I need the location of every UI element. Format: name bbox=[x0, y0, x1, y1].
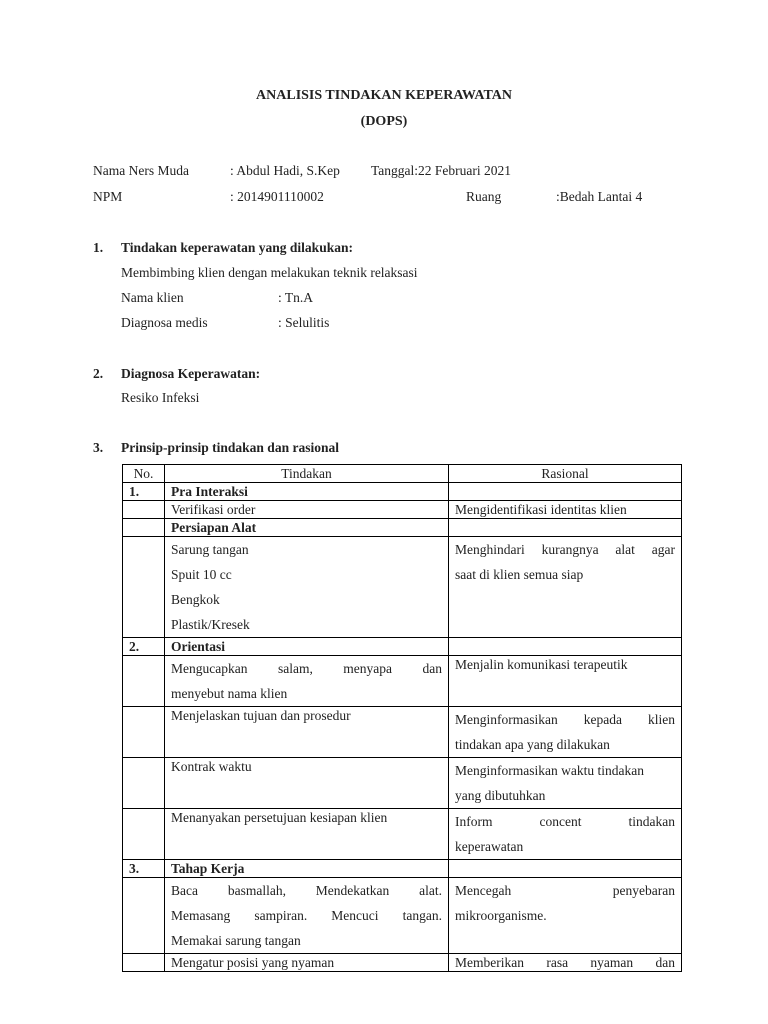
npm-label: NPM bbox=[93, 189, 123, 204]
tindakan-cell: Menjelaskan tujuan dan prosedur bbox=[165, 707, 449, 758]
rasional-cell bbox=[449, 878, 682, 954]
section3-heading: Prinsip-prinsip tindakan dan rasional bbox=[121, 440, 339, 455]
alat-item: Sarung tangan bbox=[171, 542, 249, 557]
row-number: 1. bbox=[123, 483, 165, 501]
section1-heading: Tindakan keperawatan yang dilakukan: bbox=[121, 240, 353, 255]
tindakan-cell: Menanyakan persetujuan kesiapan klien bbox=[165, 809, 449, 860]
empty-cell bbox=[123, 954, 165, 972]
tindakan-cell bbox=[165, 878, 449, 954]
empty-cell bbox=[123, 758, 165, 809]
section2-number: 2. bbox=[93, 366, 104, 381]
rasional-line: Menginformasikan kepada klien bbox=[455, 712, 675, 727]
rasional-line: saat di klien semua siap bbox=[455, 567, 584, 582]
document-title: ANALISIS TINDAKAN KEPERAWATAN bbox=[256, 88, 512, 103]
ruang-value: :Bedah Lantai 4 bbox=[556, 189, 643, 204]
header-tindakan: Tindakan bbox=[165, 465, 449, 483]
empty-cell bbox=[123, 656, 165, 707]
tindakan-cell bbox=[165, 656, 449, 707]
section2-heading: Diagnosa Keperawatan: bbox=[121, 366, 261, 381]
empty-cell bbox=[123, 519, 165, 537]
table-row bbox=[123, 809, 682, 860]
rasional-cell bbox=[449, 954, 682, 972]
rasional-cell bbox=[449, 707, 682, 758]
rasional-cell bbox=[449, 537, 682, 638]
section-title: Orientasi bbox=[165, 638, 449, 656]
rasional-line: Mencegah penyebaran bbox=[455, 883, 675, 898]
table-row bbox=[123, 519, 682, 537]
tanggal: Tanggal:22 Februari 2021 bbox=[371, 163, 512, 178]
empty-cell bbox=[449, 638, 682, 656]
alat-item: Spuit 10 cc bbox=[171, 567, 232, 582]
rasional-line: Menginformasikan waktu tindakan bbox=[455, 763, 644, 778]
table-row bbox=[123, 537, 682, 638]
rasional-cell bbox=[449, 758, 682, 809]
table-row bbox=[123, 483, 682, 501]
empty-cell bbox=[449, 483, 682, 501]
empty-cell bbox=[449, 860, 682, 878]
alat-item: Bengkok bbox=[171, 592, 220, 607]
empty-cell bbox=[123, 809, 165, 860]
nama-value: : Abdul Hadi, S.Kep bbox=[230, 163, 340, 178]
table-row bbox=[123, 860, 682, 878]
klien-label: Nama klien bbox=[121, 290, 184, 305]
klien-value: : Tn.A bbox=[278, 290, 314, 305]
table-row bbox=[123, 656, 682, 707]
table-header-row bbox=[123, 465, 682, 483]
npm-value: : 2014901110002 bbox=[230, 189, 324, 204]
section2-text: Resiko Infeksi bbox=[121, 390, 200, 405]
document-subtitle: (DOPS) bbox=[360, 114, 408, 129]
section1-number: 1. bbox=[93, 240, 104, 255]
tindakan-line: Mengucapkan salam, menyapa dan bbox=[171, 661, 442, 676]
tindakan-cell: Kontrak waktu bbox=[165, 758, 449, 809]
rasional-line: mikroorganisme. bbox=[455, 908, 547, 923]
rasional-line: keperawatan bbox=[455, 839, 524, 854]
empty-cell bbox=[123, 878, 165, 954]
tindakan-cell: Verifikasi order bbox=[165, 501, 449, 519]
ruang-label: Ruang bbox=[466, 189, 502, 204]
table-row bbox=[123, 501, 682, 519]
table-row bbox=[123, 758, 682, 809]
header-no: No. bbox=[123, 465, 165, 483]
rasional-line: yang dibutuhkan bbox=[455, 788, 546, 803]
tindakan-cell bbox=[165, 537, 449, 638]
tindakan-cell: Mengatur posisi yang nyaman bbox=[165, 954, 449, 972]
empty-cell bbox=[123, 707, 165, 758]
table-row bbox=[123, 954, 682, 972]
empty-cell bbox=[123, 501, 165, 519]
diagnosa-value: : Selulitis bbox=[278, 315, 330, 330]
tindakan-line: Baca basmallah, Mendekatkan alat. bbox=[171, 883, 442, 898]
rasional-line: Inform concent tindakan bbox=[455, 814, 675, 829]
section-title: Pra Interaksi bbox=[165, 483, 449, 501]
section-title: Persiapan Alat bbox=[165, 519, 449, 537]
table-row bbox=[123, 878, 682, 954]
row-number: 3. bbox=[123, 860, 165, 878]
header-rasional: Rasional bbox=[449, 465, 682, 483]
section3-number: 3. bbox=[93, 440, 104, 455]
diagnosa-label: Diagnosa medis bbox=[121, 315, 208, 330]
table-row bbox=[123, 638, 682, 656]
row-number: 2. bbox=[123, 638, 165, 656]
nama-label: Nama Ners Muda bbox=[93, 163, 189, 178]
rasional-line: Menghindari kurangnya alat agar bbox=[455, 542, 675, 557]
section1-text: Membimbing klien dengan melakukan teknik relaksasi bbox=[121, 265, 418, 280]
section-title: Tahap Kerja bbox=[165, 860, 449, 878]
rasional-line: tindakan apa yang dilakukan bbox=[455, 737, 610, 752]
table-row bbox=[123, 707, 682, 758]
tindakan-line: Memasang sampiran. Mencuci tangan. bbox=[171, 908, 442, 923]
rasional-cell: Mengidentifikasi identitas klien bbox=[449, 501, 682, 519]
tindakan-line: Memakai sarung tangan bbox=[171, 933, 301, 948]
tindakan-line: menyebut nama klien bbox=[171, 686, 288, 701]
rasional-cell bbox=[449, 809, 682, 860]
alat-item: Plastik/Kresek bbox=[171, 617, 250, 632]
empty-cell bbox=[123, 537, 165, 638]
principles-table bbox=[122, 464, 682, 972]
rasional-line: Memberikan rasa nyaman dan bbox=[455, 955, 675, 970]
empty-cell bbox=[449, 519, 682, 537]
rasional-cell: Menjalin komunikasi terapeutik bbox=[449, 656, 682, 707]
